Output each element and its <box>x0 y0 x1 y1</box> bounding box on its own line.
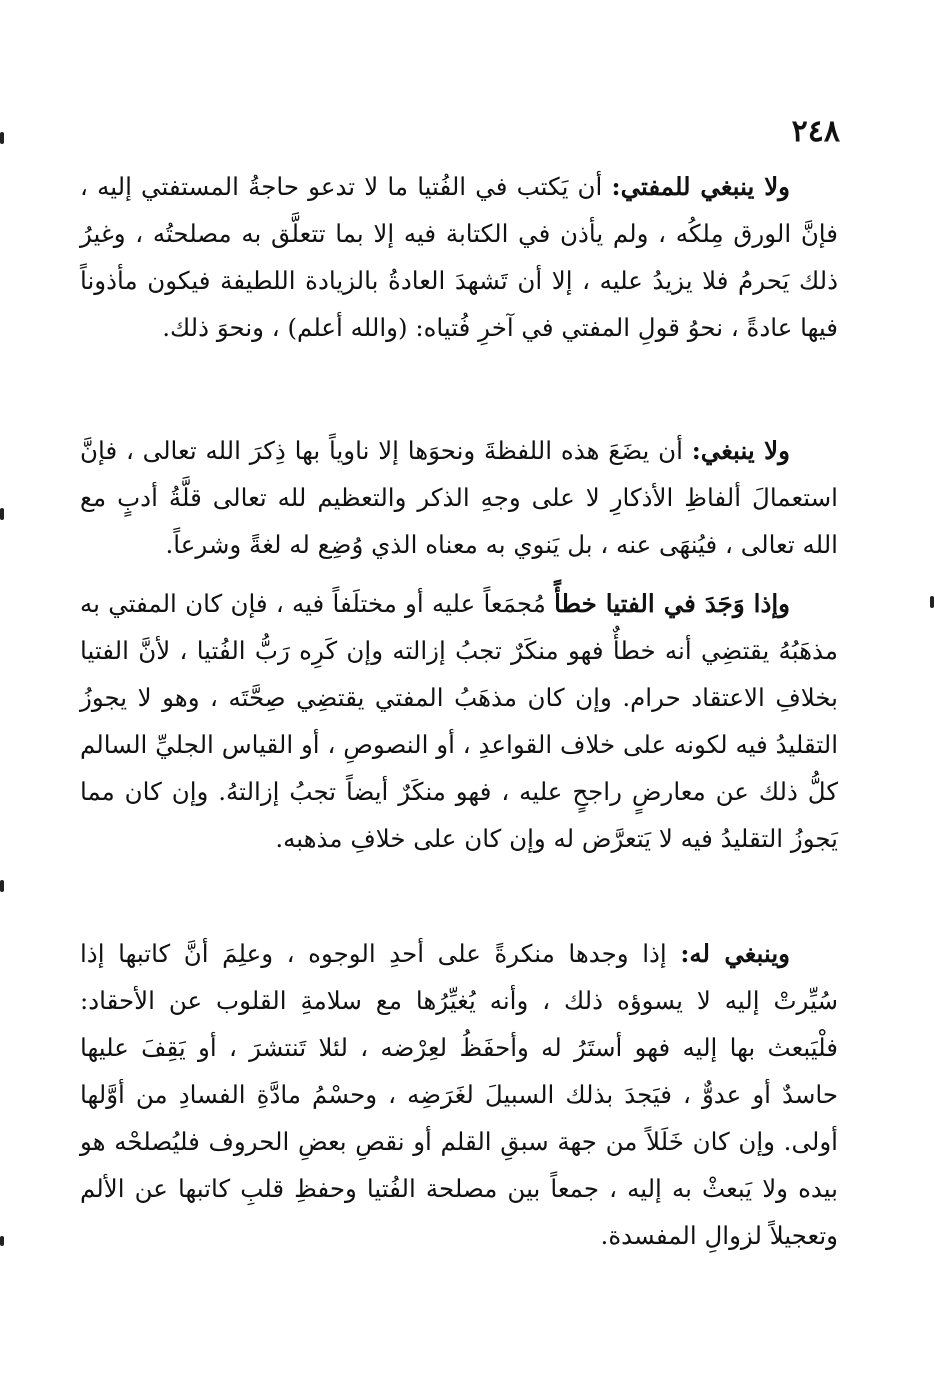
paragraph-body: إذا وجدها منكرةً على أحدِ الوجوه ، وعلِمَ أنَّ كاتبها إذا سُيِّرتْ إليه لا يسوؤه ذلك ، وأنه يُغيِّرُها مع سلامةِ القلوب عن الأحقاد: فلْيَبعث بها إليه فهو أستَرُ له وأحفَظُ لعِرْضه ، لئلا تَنتشرَ ، أو يَقِفَ عليها حاسدٌ أو عدوٌّ ، فيَجدَ بذلك السبيلَ لغَرَضِه ، وحسْمُ مادَّةِ الفسادِ من أوَّلها أولى. وإن كان خَلَلاً من جهة سبقِ القلم أو نقصِ بعضِ الحروف فليُصلحْه هو بيده ولا يَبعثْ به إليه ، جمعاً بين مصلحة الفُتيا وحفظِ قلبِ كاتبها عن الألم وتعجيلاً لزوالِ المفسدة. <box>80 939 838 1250</box>
paragraph-body: مُجمَعاً عليه أو مختلَفاً فيه ، فإن كان المفتي به مذهَبُهُ يقتضِي أنه خطأٌ فهو منكَرٌ تجبُ إزالته وإن كَرِه رَبُّ الفُتيا ، لأنَّ الفتيا بخلافِ الاعتقاد حرام. وإن كان مذهَبُ المفتي يقتضِي صِحَّتَه ، وهو لا يجوزُ التقليدُ فيه لكونه على خلاف القواعدِ ، أو النصوصِ ، أو القياس الجليِّ السالم كلُّ ذلك عن معارضٍ راجحٍ عليه ، فهو منكَرٌ أيضاً تجبُ إزالتهُ. وإن كان مما يَجوزُ التقليدُ فيه لا يَتعرَّض له وإن كان على خلافِ مذهبه. <box>80 589 838 853</box>
paragraph-text <box>80 427 838 568</box>
paragraph-text <box>80 930 838 1259</box>
scan-edge-mark <box>0 880 4 892</box>
paragraph-body: أن يَكتب في الفُتيا ما لا تدعو حاجةُ المستفتي إليه ، فإنَّ الورق مِلكُه ، ولم يأذن في الكتابة فيه إلا بما تتعلَّق به مصلحتُه ، وغيرُ ذلك يَحرمُ فلا يزيدُ عليه ، إلا أن تَشهدَ العادةُ بالزيادة اللطيفة فيكون مأذوناً فيها عادةً ، نحوُ قولِ المفتي في آخرِ فُتياه: (والله أعلم) ، ونحوَ ذلك. <box>80 172 838 342</box>
scan-edge-mark <box>0 508 4 520</box>
paragraph-lead: وإذا وَجَدَ في الفتيا خطأً <box>554 589 790 618</box>
paragraph-4 <box>80 930 838 1259</box>
paragraph-2 <box>80 427 838 568</box>
paragraph-body: أن يضَعَ هذه اللفظةَ ونحوَها إلا ناوياً بها ذِكرَ الله تعالى ، فإنَّ استعمالَ ألفاظِ الأذكارِ لا على وجهِ الذكر والتعظيم لله تعالى قلَّةُ أدبٍ مع الله تعالى ، فيُنهَى عنه ، بل يَنوي به معناه الذي وُضِع له لغةً وشرعاً. <box>80 436 838 559</box>
scan-edge-mark <box>0 1236 4 1246</box>
paragraph-lead: ولا ينبغي: <box>691 436 790 465</box>
paragraph-3 <box>80 580 838 862</box>
scan-edge-mark <box>0 132 4 144</box>
scan-edge-mark <box>930 596 934 608</box>
paragraph-lead: وينبغي له: <box>680 939 790 968</box>
paragraph-lead: ولا ينبغي للمفتي: <box>611 172 790 201</box>
paragraph-text <box>80 163 838 351</box>
paragraph-1 <box>80 163 838 351</box>
page-number: ٢٤٨ <box>791 114 840 149</box>
paragraph-text <box>80 580 838 862</box>
